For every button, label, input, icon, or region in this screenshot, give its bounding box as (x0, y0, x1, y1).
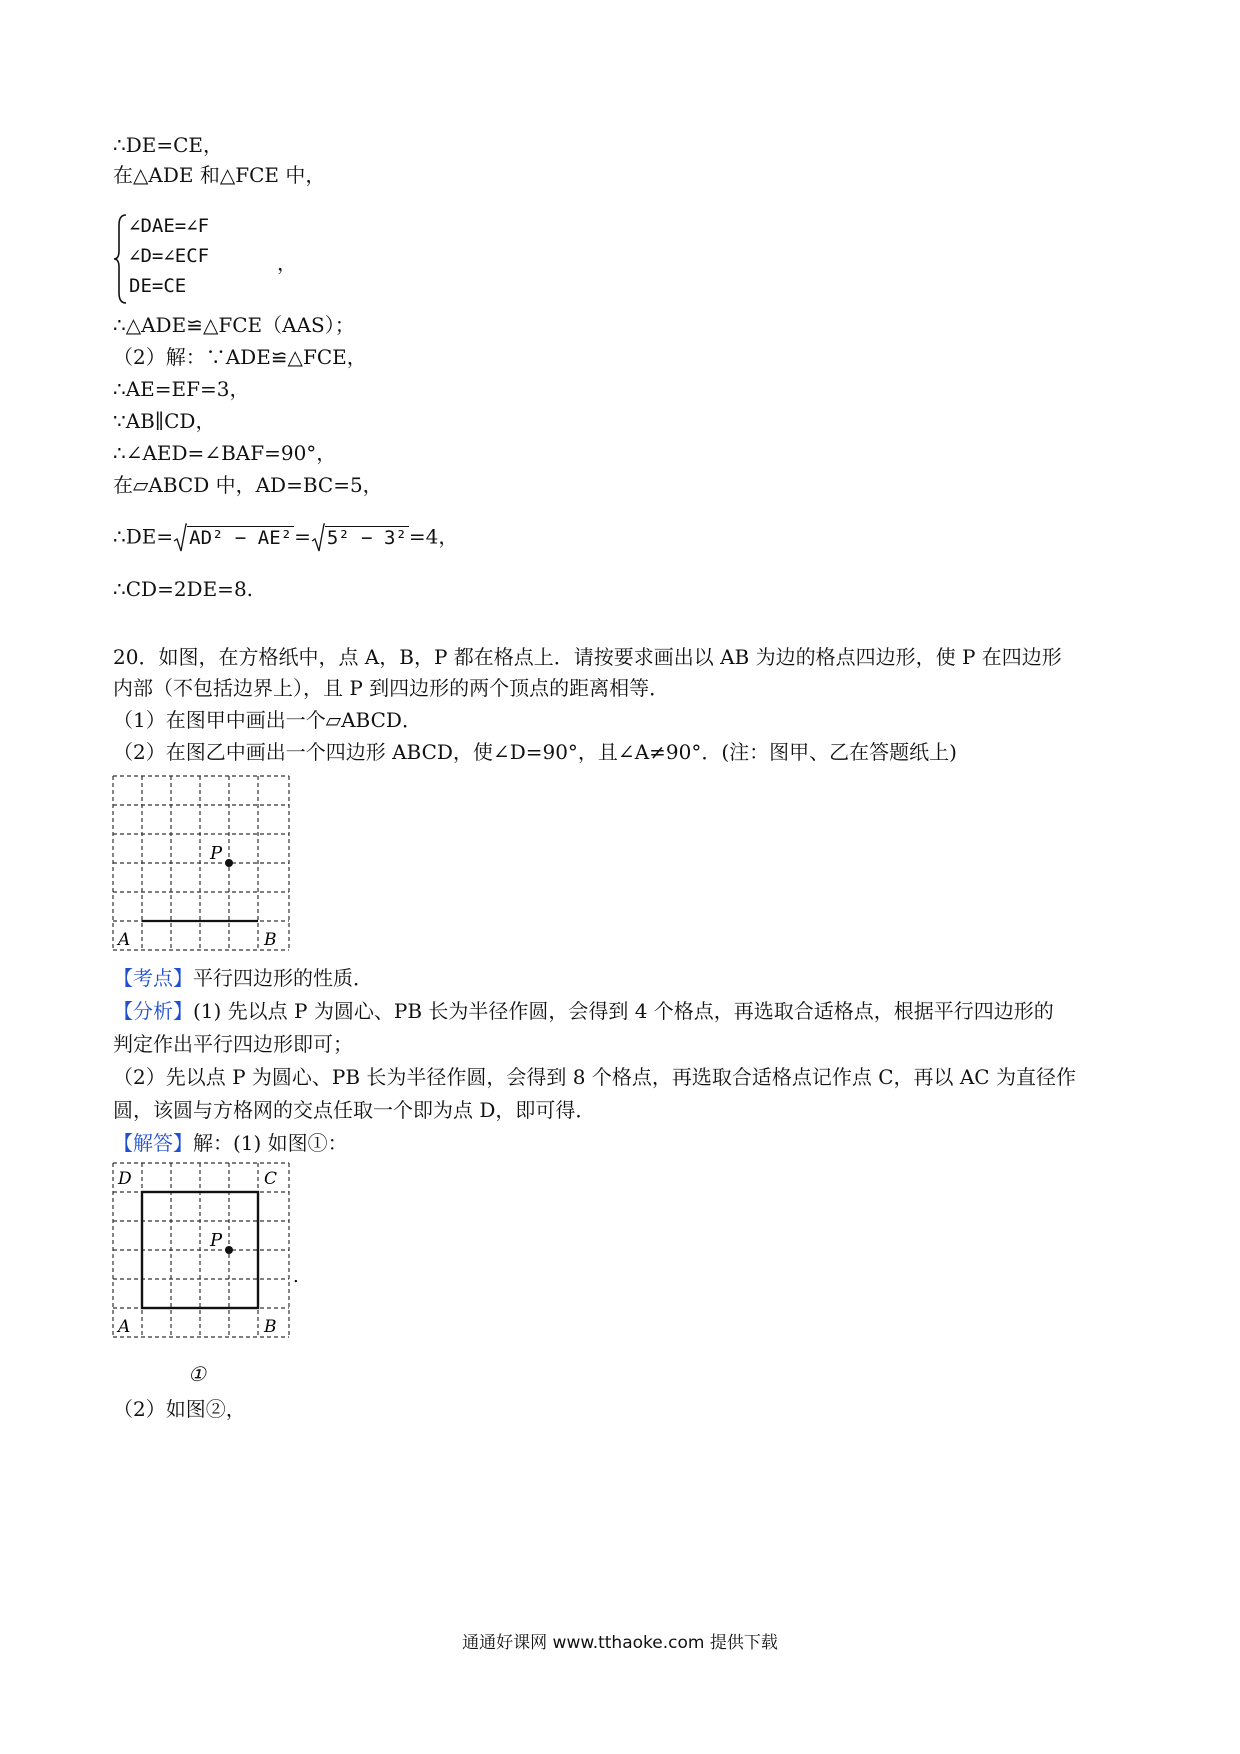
de-prefix: ∴DE= (113, 524, 174, 549)
proof-line-6: ∵AB∥CD， (113, 409, 216, 433)
equation-system (113, 213, 313, 305)
system-comma: ， (277, 251, 297, 275)
fenxi-line-1 (113, 998, 1054, 1024)
fenxi-text-1: (1) 先以点 P 为圆心、PB 长为半径作圆，会得到 4 个格点，再选取合适格点，根据平行四边形的 (193, 999, 1054, 1023)
proof-line-8: 在▱ABCD 中，AD=BC=5， (113, 473, 383, 497)
page-footer: 通通好课网 www.tthaoke.com 提供下载 (462, 1633, 778, 1653)
q20-line-3: （1）在图甲中画出一个▱ABCD． (113, 708, 422, 732)
proof-line-9 (113, 523, 458, 553)
kaodian-tag: 【考点】 (113, 966, 193, 990)
grid-figure-2 (112, 1162, 302, 1342)
label-a: A (118, 930, 131, 950)
de-result: =4， (408, 524, 459, 549)
grid-figure-1 (112, 775, 292, 955)
radicand-2: 5² − 3² (326, 526, 407, 549)
jieda-line (113, 1130, 348, 1156)
q20-line-1: 20．如图，在方格纸中，点 A，B，P 都在格点上．请按要求画出以 AB 为边的格点四边形，使 P 在四边形 (113, 645, 1062, 669)
fenxi-tag: 【分析】 (113, 999, 193, 1023)
jieda-text: 解：(1) 如图①： (193, 1131, 348, 1155)
label-b: B (264, 930, 277, 950)
system-eq-1: ∠DAE=∠F (129, 215, 210, 237)
trailing-dot: . (293, 1266, 299, 1287)
kaodian-line (113, 965, 373, 991)
label-a: A (118, 1317, 131, 1337)
proof-line-1: ∴DE=CE， (113, 133, 224, 157)
fenxi-line-2: 判定作出平行四边形即可； (113, 1032, 353, 1056)
label-b: B (264, 1317, 277, 1337)
q20-line-2: 内部（不包括边界上），且 P 到四边形的两个顶点的距离相等． (113, 676, 670, 700)
proof-line-4: （2）解：∵ADE≌△FCE， (113, 345, 367, 369)
fenxi-line-3: （2）先以点 P 为圆心、PB 长为半径作圆，会得到 8 个格点，再选取合适格点记作点 C，再以 AC 为直径作 (113, 1065, 1076, 1089)
proof-line-7: ∴∠AED=∠BAF=90°， (113, 441, 337, 465)
point-p (225, 859, 233, 867)
system-eq-3: DE=CE (129, 275, 187, 297)
proof-line-3: ∴△ADE≌△FCE（AAS）； (113, 313, 355, 337)
proof-line-2: 在△ADE 和△FCE 中， (113, 163, 326, 187)
kaodian-text: 平行四边形的性质． (193, 966, 373, 990)
fenxi-line-4: 圆，该圆与方格网的交点任取一个即为点 D，即可得． (113, 1098, 596, 1122)
radicand-1: AD² − AE² (189, 526, 293, 549)
jieda-tag: 【解答】 (113, 1131, 193, 1155)
label-d: D (118, 1169, 132, 1189)
figure-caption-1: ① (188, 1362, 206, 1386)
sqrt-2 (311, 523, 409, 553)
system-eq-2: ∠D=∠ECF (129, 245, 210, 267)
proof-line-10: ∴CD=2DE=8. (113, 577, 254, 601)
left-brace (113, 213, 129, 305)
proof-line-5: ∴AE=EF=3， (113, 377, 250, 401)
part2-line: （2）如图②， (113, 1397, 246, 1421)
label-c: C (264, 1169, 278, 1189)
label-p: P (210, 1230, 223, 1251)
point-p (225, 1246, 233, 1254)
sqrt-1 (173, 523, 294, 553)
eq-sign: = (294, 524, 311, 549)
label-p: P (210, 843, 223, 864)
q20-line-4: （2）在图乙中画出一个四边形 ABCD，使∠D=90°，且∠A≠90°．(注：图甲、乙在答题纸上) (113, 740, 957, 764)
